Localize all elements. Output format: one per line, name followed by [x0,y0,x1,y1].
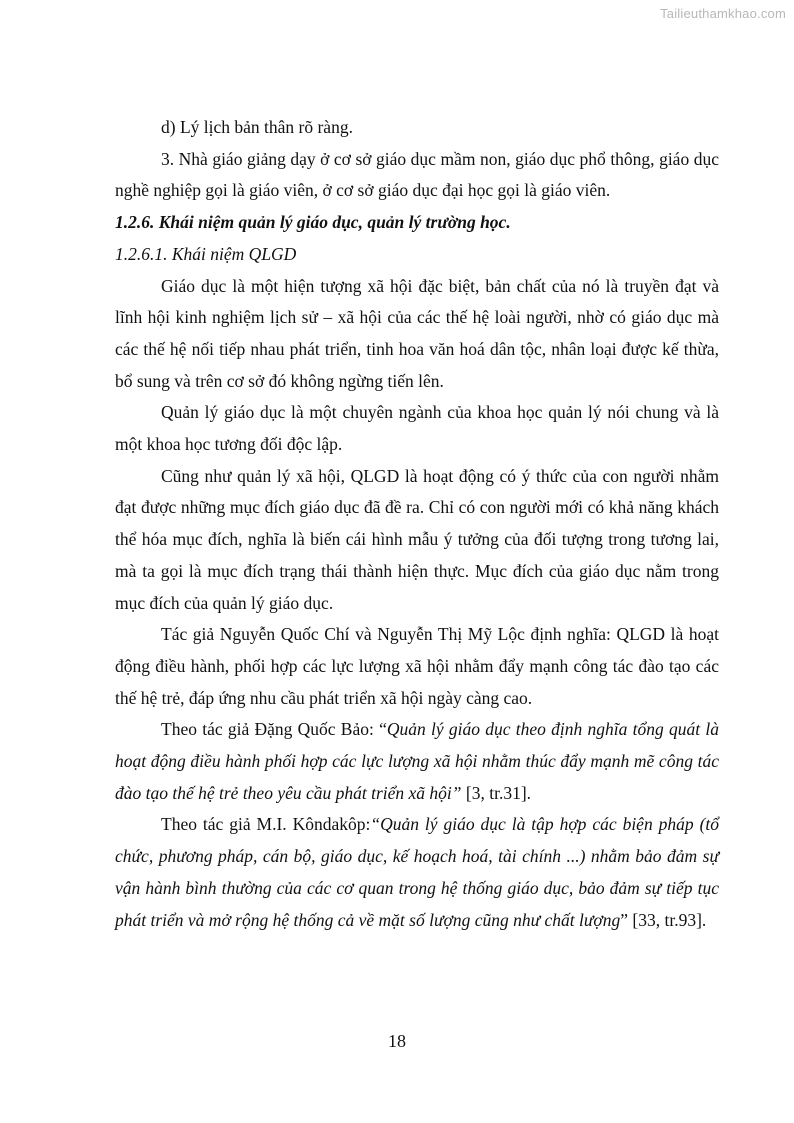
paragraph-definition-dang-quoc-bao [115,714,719,809]
paragraph-education-management-field: Quản lý giáo dục là một chuyên ngành của khoa học quản lý nói chung và là một khoa học tương đối độc lập. [115,402,719,455]
quote-text: Quản lý giáo dục theo định nghĩa tổng quát là hoạt động điều hành phối hợp các lực lượng xã hội nhằm thúc đẩy mạnh mẽ công tác đào tạo thế hệ trẻ theo yêu cầu phát triển xã hội” [115,719,719,803]
paragraph-definition-chi-loc: Tác giả Nguyễn Quốc Chí và Nguyễn Thị Mỹ Lộc định nghĩa: QLGD là hoạt động điều hành, phối hợp các lực lượng xã hội nhằm đẩy mạnh công tác đào tạo các thế hệ trẻ, đáp ứng nhu cầu phát triển xã hội ngày càng cao. [115,624,719,708]
quote-intro: Theo tác giả M.I. Kôndakôp: [161,814,371,835]
paragraph-qlgd-conscious-activity: Cũng như quản lý xã hội, QLGD là hoạt động có ý thức của con người nhằm đạt được những mục đích giáo dục đã đề ra. Chỉ có con người mới có khả năng khách thể hóa mục đích, nghĩa là biến cái hình mẫu ý tưởng của đối tượng trong tương lai, mà ta gọi là mục đích trạng thái thành hiện thực. Mục đích của giáo dục nằm trong mục đích của quản lý giáo dục. [115,465,719,613]
document-body [115,112,719,936]
paragraph-personal-history: d) Lý lịch bản thân rõ ràng. [161,117,353,137]
citation: [3, tr.31]. [461,782,532,803]
paragraph-education-phenomenon: Giáo dục là một hiện tượng xã hội đặc biệt, bản chất của nó là truyền đạt và lĩnh hội kinh nghiệm lịch sử – xã hội của các thế hệ loài người, nhờ có giáo dục mà các thế hệ nối tiếp nhau phát triển, tinh hoa văn hoá dân tộc, nhân loại được kế thừa, bổ sung và trên cơ sở đó không ngừng tiến lên. [115,275,719,391]
subsection-heading-1-2-6-1: 1.2.6.1. Khái niệm QLGD [115,243,297,264]
quote-intro: Theo tác giả Đặng Quốc Bảo: “ [161,719,387,740]
paragraph-definition-kondakop [115,809,719,936]
paragraph-teacher-definition: 3. Nhà giáo giảng dạy ở cơ sở giáo dục mầm non, giáo dục phổ thông, giáo dục nghề nghiệp gọi là giáo viên, ở cơ sở giáo dục đại học gọi là giáo viên. [115,148,719,201]
page-number: 18 [388,1031,406,1051]
section-heading-1-2-6: 1.2.6. Khái niệm quản lý giáo dục, quản lý trường học. [115,212,511,233]
quote-text: “Quản lý giáo dục là tập hợp các biện pháp (tổ chức, phương pháp, cán bộ, giáo dục, kế hoạch hoá, tài chính ...) nhằm bảo đảm sự vận hành bình thường của các cơ quan trong hệ thống giáo dục, bảo đảm sự tiếp tục phát triển và mở rộng hệ thống cả về mặt số lượng cũng như chất lượng [115,814,720,930]
citation: ” [33, tr.93]. [620,909,707,930]
watermark-text: Tailieuthamkhao.com [660,6,786,21]
